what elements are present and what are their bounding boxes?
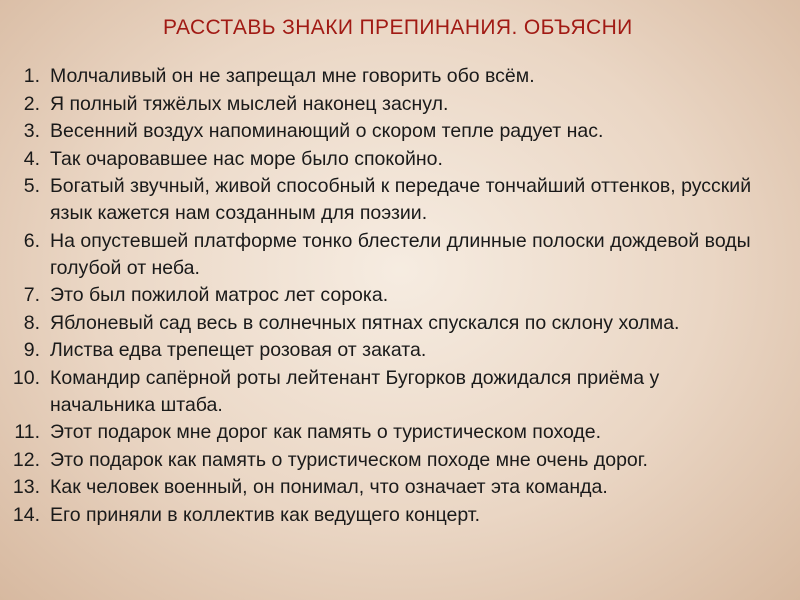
- item-number: 9.: [23, 339, 40, 361]
- item-text: Листва едва трепещет розовая от заката.: [50, 339, 427, 361]
- item-number: 2.: [23, 92, 40, 115]
- item-number: 5.: [23, 175, 40, 197]
- list-item: [0, 91, 760, 118]
- list-item: [0, 474, 760, 501]
- list-item: [0, 63, 760, 90]
- list-item: [0, 419, 760, 446]
- item-text: Яблоневый сад весь в солнечных пятнах спускался по склону холма.: [50, 311, 680, 334]
- item-text: Это подарок как память о туристическом походе мне очень дорог.: [50, 448, 648, 471]
- item-number: 4.: [23, 147, 40, 170]
- item-text: Его приняли в коллектив как ведущего концерт.: [50, 503, 480, 526]
- item-number: 8.: [23, 311, 40, 334]
- list-item: [0, 118, 760, 145]
- item-text: Так очаровавшее нас море было спокойно.: [50, 147, 443, 170]
- list-item: [0, 282, 760, 309]
- item-number: 6.: [23, 229, 40, 252]
- list-item: [0, 146, 760, 173]
- list-item: [0, 310, 760, 337]
- item-text: Это был пожилой матрос лет сорока.: [50, 284, 389, 306]
- item-text: Весенний воздух напоминающий о скором тепле радует нас.: [50, 120, 604, 142]
- item-number: 7.: [23, 284, 40, 306]
- item-text: Богатый звучный, живой способный к передаче тончайший оттенков, русский язык кажется нам созданным для поэзии.: [50, 175, 752, 224]
- item-number: 10.: [12, 366, 40, 389]
- item-text: На опустевшей платформе тонко блестели длинные полоски дождевой воды голубой от неба.: [50, 229, 751, 279]
- exercise-list: [0, 63, 760, 529]
- item-text: Этот подарок мне дорог как память о туристическом походе.: [50, 421, 602, 443]
- list-item: [0, 228, 760, 282]
- list-item: [0, 337, 760, 364]
- item-text: Я полный тяжёлых мыслей наконец заснул.: [50, 92, 449, 115]
- item-number: 12.: [12, 448, 40, 471]
- item-number: 3.: [23, 120, 40, 142]
- item-number: 1.: [23, 65, 40, 87]
- item-text: Молчаливый он не запрещал мне говорить обо всём.: [50, 65, 535, 87]
- item-number: 14.: [12, 503, 40, 526]
- list-item: [0, 365, 760, 419]
- list-item: [0, 447, 760, 474]
- item-text: Командир сапёрной роты лейтенант Бугорков дожидался приёма у начальника штаба.: [50, 366, 660, 416]
- list-item: [0, 502, 760, 529]
- slide-title: РАССТАВЬ ЗНАКИ ПРЕПИНАНИЯ. ОБЪЯСНИ: [163, 16, 633, 39]
- list-item: [0, 173, 760, 227]
- item-number: 13.: [12, 476, 40, 498]
- item-number: 11.: [14, 421, 40, 443]
- item-text: Как человек военный, он понимал, что означает эта команда.: [50, 476, 608, 498]
